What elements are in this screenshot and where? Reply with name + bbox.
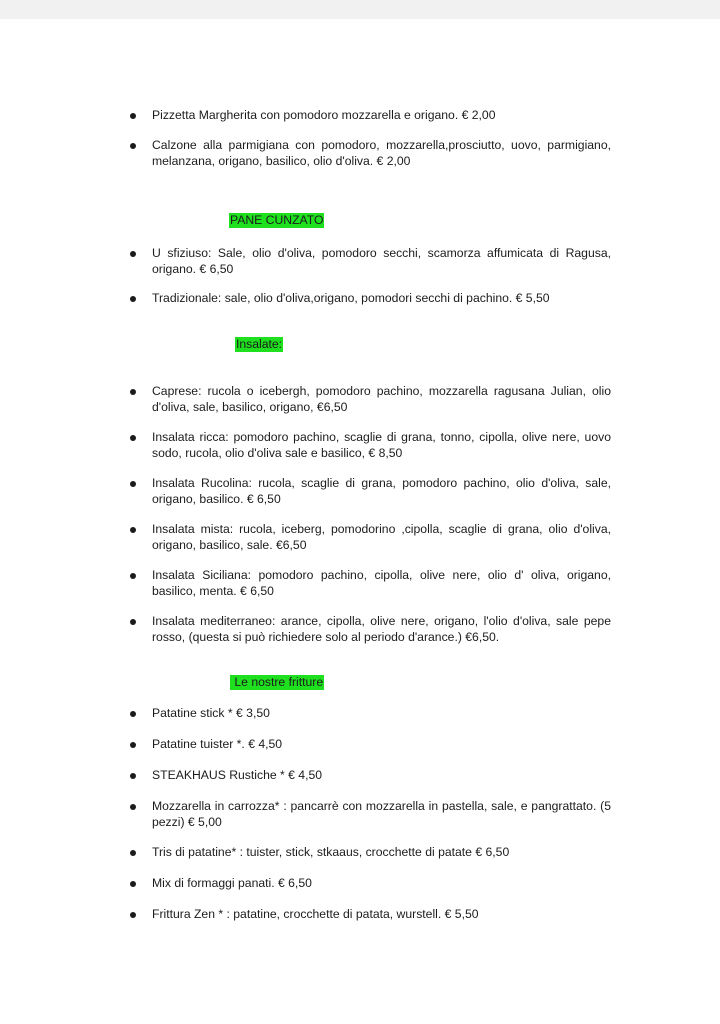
- bullet: [130, 435, 136, 441]
- bullet: [130, 804, 136, 810]
- bullet: [130, 251, 136, 257]
- list-item: Insalata mista: rucola, iceberg, pomodorino ,cipolla, scaglie di grana, olio d'oliva, origano, basilico, sale. €6,50: [152, 522, 611, 552]
- list-item: Calzone alla parmigiana con pomodoro, mozzarella,prosciutto, uovo, parmigiano, melanzana, origano, basilico, olio d'oliva. € 2,00: [152, 138, 611, 168]
- list-item: Caprese: rucola o icebergh, pomodoro pachino, mozzarella ragusana Julian, olio d'oliva, sale, basilico, origano, €6,50: [152, 384, 611, 414]
- list-item: Patatine tuister *. € 4,50: [152, 737, 283, 751]
- bullet: [130, 143, 136, 149]
- section-heading-insalate: Insalate:: [236, 337, 283, 351]
- list-item: Frittura Zen * : patatine, crocchette di patata, wurstell. € 5,50: [152, 907, 479, 921]
- bullet: [130, 113, 136, 119]
- bullet: [130, 619, 136, 625]
- list-item: Insalata mediterraneo: arance, cipolla, olive nere, origano, l'olio d'oliva, sale pepe rosso, (questa si può richiedere solo al periodo d'arance.) €6,50.: [152, 614, 611, 644]
- bullet: [130, 481, 136, 487]
- list-item: Insalata ricca: pomodoro pachino, scaglie di grana, tonno, cipolla, olive nere, uovo sodo, rucola, olio d'oliva sale e basilico, € 8,50: [152, 430, 611, 460]
- bullet: [130, 296, 136, 302]
- bullet: [130, 850, 136, 856]
- list-item: Mix di formaggi panati. € 6,50: [152, 876, 312, 890]
- list-item: Insalata Rucolina: rucola, scaglie di grana, pomodoro pachino, olio d'oliva, sale, origano, basilico. € 6,50: [152, 476, 611, 506]
- list-item: Pizzetta Margherita con pomodoro mozzarella e origano. € 2,00: [152, 108, 496, 122]
- list-item: Patatine stick * € 3,50: [152, 706, 270, 720]
- bullet: [130, 711, 136, 717]
- bullet: [130, 527, 136, 533]
- bullet: [130, 742, 136, 748]
- section-heading-fritture: Le nostre fritture: [231, 675, 324, 689]
- bullet: [130, 389, 136, 395]
- bullet: [130, 912, 136, 918]
- list-item: U sfiziuso: Sale, olio d'oliva, pomodoro secchi, scamorza affumicata di Ragusa, origano. € 6,50: [152, 246, 611, 276]
- bullet: [130, 573, 136, 579]
- list-item: STEAKHAUS Rustiche * € 4,50: [152, 768, 323, 782]
- list-item: Insalata Siciliana: pomodoro pachino, cipolla, olive nere, olio d' oliva, origano, basilico, menta. € 6,50: [152, 568, 611, 598]
- list-item: Tris di patatine* : tuister, stick, stkaaus, crocchette di patate € 6,50: [152, 845, 510, 859]
- section-heading-pane-cunzato: PANE CUNZATO: [230, 213, 324, 227]
- bullet: [130, 881, 136, 887]
- list-item: Tradizionale: sale, olio d'oliva,origano, pomodori secchi di pachino. € 5,50: [152, 291, 550, 305]
- bullet: [130, 773, 136, 779]
- list-item: Mozzarella in carrozza* : pancarrè con mozzarella in pastella, sale, e pangrattato. (5 pezzi) € 5,00: [152, 799, 611, 829]
